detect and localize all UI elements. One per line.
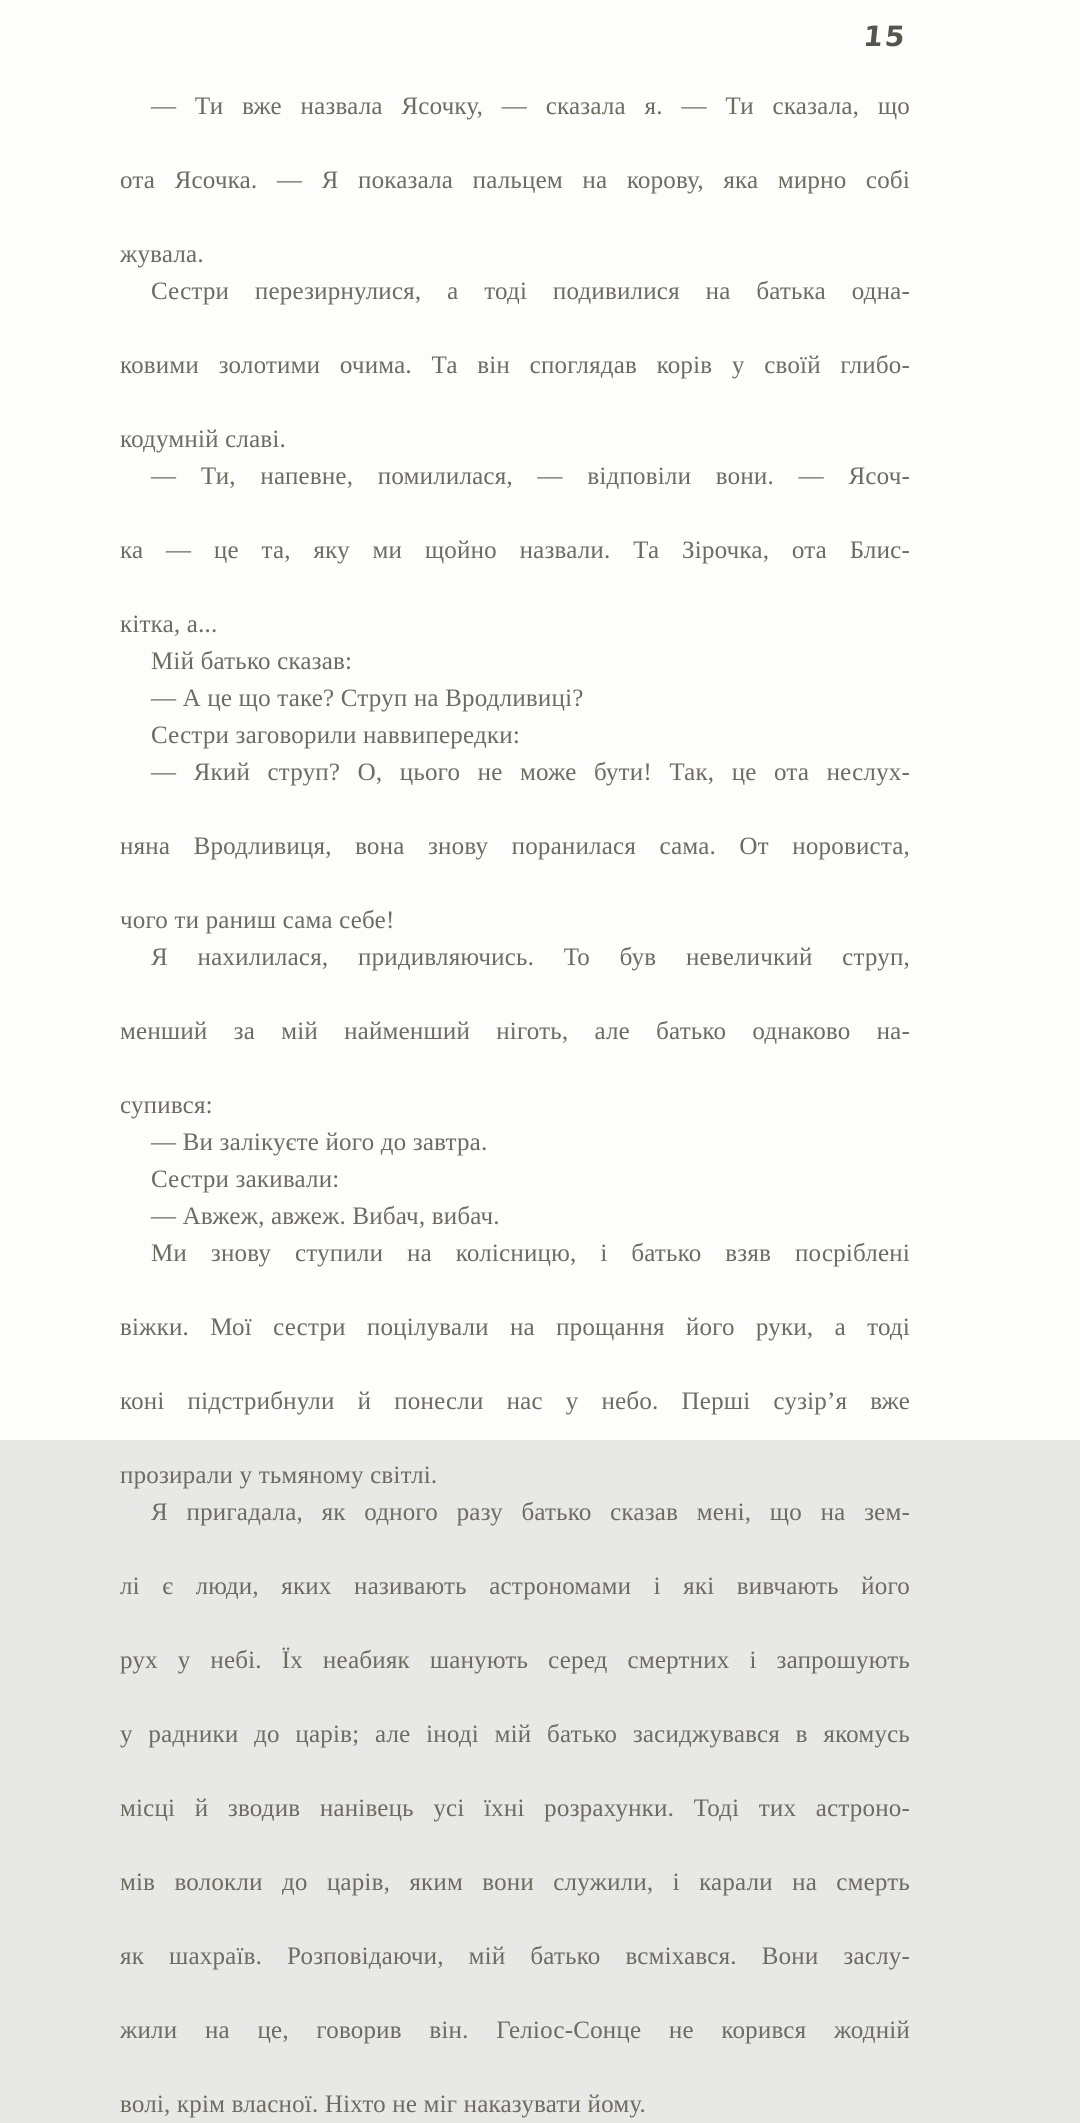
text-line: прозирали у тьмяному світлі. [120, 1462, 438, 1489]
text-line: чого ти раниш сама себе! [120, 907, 395, 934]
text-line: мів волокли до царів, яким вони служили, і карали на смерть [120, 1869, 910, 1896]
paragraph [120, 273, 910, 458]
text-line: Мій батько сказав: [151, 648, 353, 675]
text-line: — А це що таке? Струп на Вродливиці? [151, 685, 584, 712]
paragraph [120, 680, 910, 717]
paragraph [120, 717, 910, 754]
text-line: Я нахилилася, придивляючись. То був невеличкий струп, [151, 944, 910, 971]
text-line: Я пригадала, як одного разу батько сказав мені, що на зем- [151, 1499, 910, 1526]
text-line: жили на це, говорив він. Геліос-Сонце не корився жодній [120, 2017, 910, 2044]
paragraph [120, 939, 910, 1124]
text-line: — Ви залікуєте його до завтра. [151, 1129, 488, 1156]
text-line: — Ти, напевне, помилилася, — відповіли вони. — Ясоч- [151, 463, 910, 490]
text-line: лі є люди, яких називають астрономами і які вивчають його [120, 1573, 910, 1600]
paragraph [120, 1198, 910, 1235]
text-line: менший за мій найменший ніготь, але батько однаково на- [120, 1018, 910, 1045]
text-line: — Ти вже назвала Ясочку, — сказала я. — Ти сказала, що [151, 93, 910, 120]
paragraph [120, 1494, 910, 2123]
text-line: жувала. [120, 241, 204, 268]
text-line: Сестри заговорили наввипередки: [151, 722, 520, 749]
paragraph [120, 1161, 910, 1198]
paragraph [120, 754, 910, 939]
paragraph [120, 1235, 910, 1494]
paragraph [120, 88, 910, 273]
text-line: як шахраїв. Розповідаючи, мій батько всміхався. Вони заслу- [120, 1943, 910, 1970]
text-block [120, 88, 910, 2123]
text-line: кодумній славі. [120, 426, 286, 453]
paragraph [120, 643, 910, 680]
text-line: няна Вродливиця, вона знову поранилася сама. От норовиста, [120, 833, 910, 860]
text-line: — Який струп? О, цього не може бути! Так, це ота неслух- [151, 759, 910, 786]
text-line: кітка, а... [120, 611, 218, 638]
paragraph [120, 1124, 910, 1161]
text-line: — Авжеж, авжеж. Вибач, вибач. [151, 1203, 500, 1230]
text-line: Сестри перезирнулися, а тоді подивилися на батька одна- [151, 278, 910, 305]
text-line: місці й зводив нанівець усі їхні розрахунки. Тоді тих астроно- [120, 1795, 910, 1822]
text-line: волі, крім власної. Ніхто не міг наказувати йому. [120, 2091, 647, 2118]
text-line: ка — це та, яку ми щойно назвали. Та Зірочка, ота Блис- [120, 537, 910, 564]
text-line: рух у небі. Їх неабияк шанують серед смертних і запрошують [120, 1647, 910, 1674]
text-line: ота Ясочка. — Я показала пальцем на корову, яка мирно собі [120, 167, 910, 194]
text-line: супився: [120, 1092, 213, 1119]
text-line: Сестри закивали: [151, 1166, 340, 1193]
text-line: віжки. Мої сестри поцілували на прощання його руки, а тоді [120, 1314, 910, 1341]
page-number: 15 [861, 20, 909, 53]
text-line: у радники до царів; але іноді мій батько засиджувався в якомусь [120, 1721, 910, 1748]
text-line: коні підстрибнули й понесли нас у небо. Перші сузір’я вже [120, 1388, 910, 1415]
text-line: ковими золотими очима. Та він споглядав корів у своїй глибо- [120, 352, 910, 379]
paragraph [120, 458, 910, 643]
text-line: Ми знову ступили на колісницю, і батько взяв посріблені [151, 1240, 910, 1267]
